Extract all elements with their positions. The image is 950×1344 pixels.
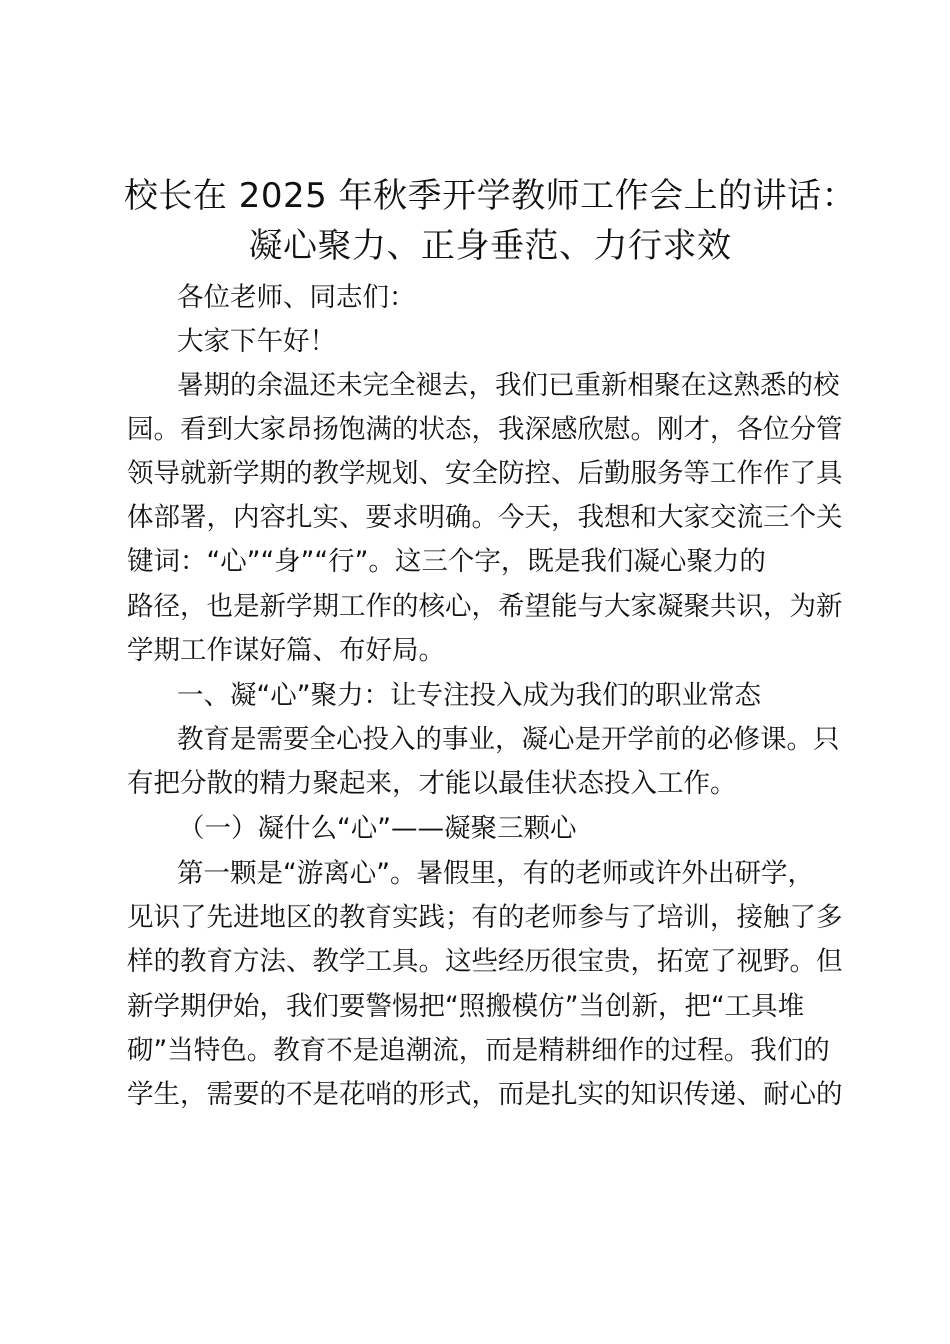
paragraph-line: 学生，需要的不是花哨的形式，而是扎实的知识传递、耐心的 <box>127 1079 843 1110</box>
paragraph-line: 砌”当特色。教育不是追潮流，而是精耕细作的过程。我们的 <box>127 1035 830 1066</box>
greeting: 大家下午好！ <box>177 326 336 357</box>
paragraph-line: 样的教育方法、教学工具。这些经历很宝贵，拓宽了视野。但 <box>127 946 843 977</box>
paragraph-line: 键词：“心”“身”“行”。这三个字，既是我们凝心聚力的 <box>127 546 766 577</box>
document-title-line-1: 校长在 2025 年秋季开学教师工作会上的讲话： <box>123 176 857 216</box>
paragraph-line: 学期工作谋好篇、布好局。 <box>127 635 445 666</box>
section-heading: 一、凝“心”聚力：让专注投入成为我们的职业常态 <box>177 680 761 711</box>
paragraph-line: 体部署，内容扎实、要求明确。今天，我想和大家交流三个关 <box>127 502 843 533</box>
salutation: 各位老师、同志们： <box>177 282 416 313</box>
paragraph-line: 新学期伊始，我们要警惕把“照搬模仿”当创新，把“工具堆 <box>127 991 805 1022</box>
paragraph-line: 暑期的余温还未完全褪去，我们已重新相聚在这熟悉的校 <box>177 370 840 401</box>
paragraph-line: 有把分散的精力聚起来，才能以最佳状态投入工作。 <box>127 768 737 799</box>
paragraph-line: 路径，也是新学期工作的核心，希望能与大家凝聚共识，为新 <box>127 591 843 622</box>
paragraph-line: 园。看到大家昂扬饱满的状态，我深感欣慰。刚才，各位分管 <box>127 414 843 445</box>
document-title-line-2: 凝心聚力、正身垂范、力行求效 <box>248 226 732 266</box>
paragraph-line: 第一颗是“游离心”。暑假里，有的老师或许外出研学， <box>177 858 814 889</box>
paragraph-line: 见识了先进地区的教育实践；有的老师参与了培训，接触了多 <box>127 902 843 933</box>
paragraph-line: 领导就新学期的教学规划、安全防控、后勤服务等工作作了具 <box>127 458 843 489</box>
paragraph-line: 教育是需要全心投入的事业，凝心是开学前的必修课。只 <box>177 724 840 755</box>
subsection-heading: （一）凝什么“心”——凝聚三颗心 <box>178 813 577 844</box>
